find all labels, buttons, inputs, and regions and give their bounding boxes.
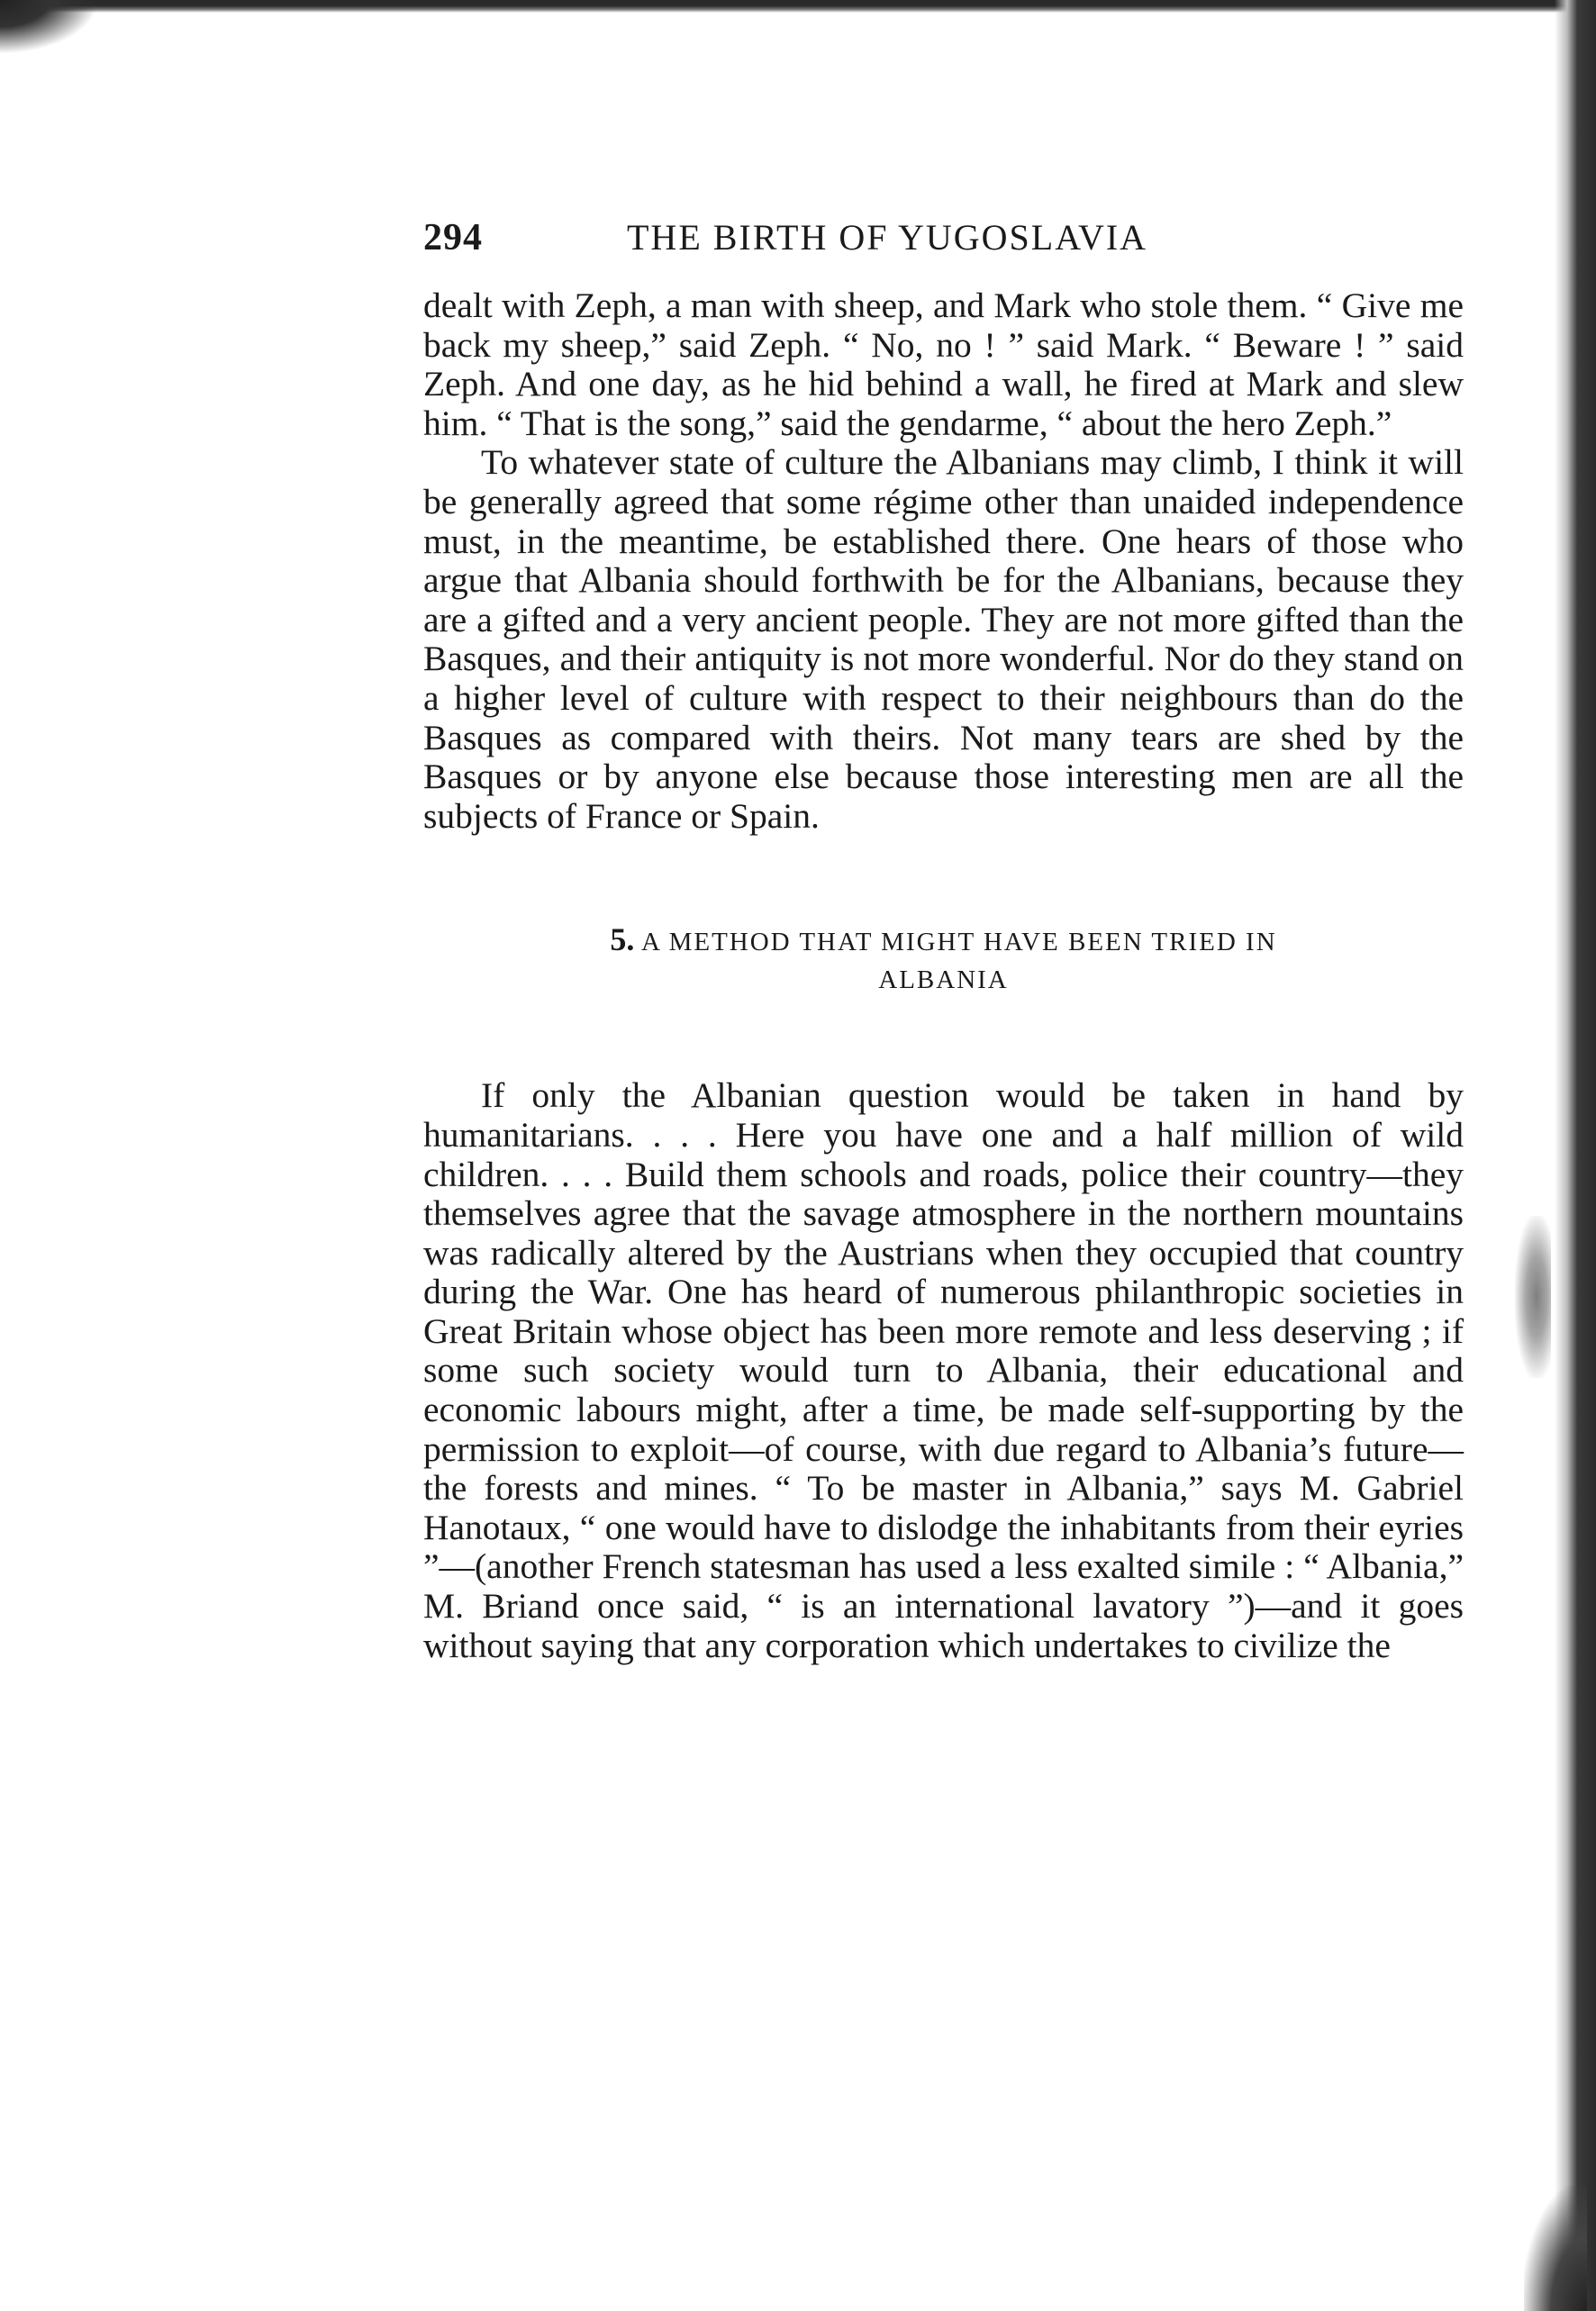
paragraph-culture: To whatever state of culture the Albanians may climb, I think it will be generally agreed that some régime other than unaided independence must, in the meantime, be established there. One hears of those who argue that Albania should forthwith be for the Albanians, because they are a gifted and a very ancient people. They are not more gifted than the Basques, and their antiquity is not more wonderful. Nor do they stand on a higher level of culture with respect to their neighbours than do the Basques as compared with theirs. Not many tears are shed by the Basques or by anyone else because those interesting men are all the subjects of France or Spain. [423, 442, 1464, 836]
scan-smudge [1515, 1216, 1551, 1378]
running-head [423, 216, 1464, 270]
scan-edge-right [1555, 0, 1596, 2311]
section-heading [423, 920, 1464, 999]
book-page [423, 216, 1464, 1665]
scan-corner-bottom [1524, 2185, 1587, 2311]
paragraph-method: If only the Albanian question would be taken in hand by humanitarians. . . . Here you have one and a half million of wild children. . . . Build them schools and roads, police their country—they themselves agree that the savage atmosphere in the northern mountains was radically altered by the Austrians when they occupied that country during the War. One has heard of numerous philanthropic societies in Great Britain whose object has been more remote and less deserving ; if some such society would turn to Albania, their educational and economic labours might, after a time, be made self-supporting by the permission to exploit—of course, with due regard to Albania’s future—the forests and mines. “ To be master in Albania,” says M. Gabriel Hanotaux, “ one would have to dislodge the inhabitants from their eyries ”—(another French statesman has used a less exalted simile : “ Albania,” M. Briand once said, “ is an international lavatory ”)—and it goes without saying that any corporation which undertakes to civilize the [423, 1075, 1464, 1665]
paragraph-continued: dealt with Zeph, a man with sheep, and Mark who stole them. “ Give me back my sheep,” said Zeph. “ No, no ! ” said Mark. “ Beware ! ” said Zeph. And one day, as he hid behind a wall, he fired at Mark and slew him. “ That is the song,” said the gendarme, “ about the hero Zeph.” [423, 285, 1464, 443]
section-number: 5. [610, 921, 635, 958]
scan-edge-top [0, 0, 1596, 13]
scan-corner-shadow [0, 0, 99, 54]
page-number: 294 [423, 217, 483, 258]
running-title: THE BIRTH OF YUGOSLAVIA [627, 217, 1148, 258]
section-title-line1: A METHOD THAT MIGHT HAVE BEEN TRIED IN [640, 928, 1277, 957]
section-title-line2: ALBANIA [878, 965, 1009, 995]
